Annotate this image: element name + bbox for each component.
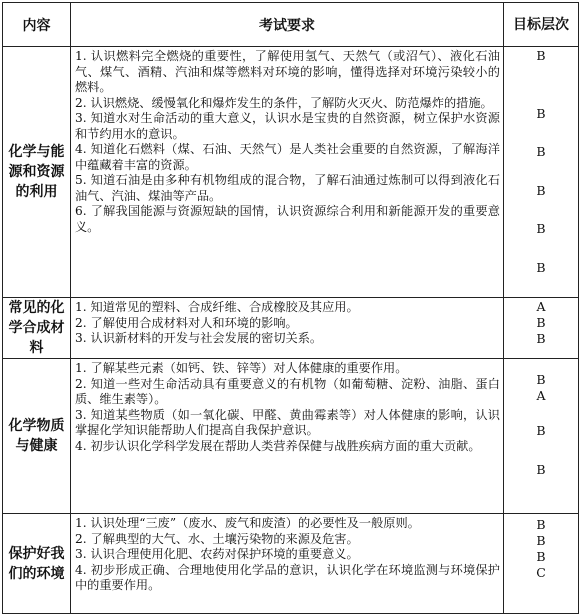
requirement-item: 1. 认识处理“三废”（废水、废气和废渣）的必要性及一般原则。 [75, 516, 420, 530]
level-label: B [536, 372, 546, 387]
levels-environment [504, 514, 579, 614]
requirement-item: 2. 认识燃烧、缓慢氧化和爆炸发生的条件，了解防火灭火、防范爆炸的措施。 [75, 95, 493, 110]
level-label: B [536, 48, 546, 63]
exam-requirements-table [2, 2, 579, 614]
requirement-item: 6. 了解我国能源与资源短缺的国情，认识资源综合利用和新能源开发的重要意义。 [75, 204, 500, 234]
requirement-item: 1. 认识燃料完全燃烧的重要性，了解使用氢气、天然气（或沼气）、液化石油气、煤气、酒精、汽油和煤等燃料对环境的影响，懂得选择对环境污染较小的燃料。 [75, 49, 500, 94]
topic-materials [3, 298, 71, 359]
requirement-item: 2. 了解使用合成材料对人和环境的影响。 [75, 315, 298, 330]
level-label: B [536, 423, 546, 438]
requirement-item: 4. 初步形成正确、合理地使用化学品的意识，认识化学在环境监测与环境保护中的重要作用。 [75, 562, 500, 592]
level-label: A [536, 388, 546, 403]
topic-health [3, 359, 71, 514]
level-label: B [536, 315, 546, 330]
header-content: 内容 [3, 3, 71, 47]
requirements-environment [71, 514, 504, 614]
requirement-item: 4. 知道化石燃料（煤、石油、天然气）是人类社会重要的自然资源，了解海洋中蕴藏着丰富的资源。 [75, 142, 500, 172]
requirement-item: 5. 知道石油是由多种有机物组成的混合物，了解石油通过炼制可以得到液化石油气、汽油、煤油等产品。 [75, 173, 500, 203]
header-target-level [504, 3, 579, 47]
level-label: B [536, 533, 546, 548]
header-row [3, 3, 579, 47]
requirement-item: 3. 知道某些物质（如一氧化碳、甲醛、黄曲霉素等）对人体健康的影响，认识掌握化学知识能帮助人们提高自我保护意识。 [75, 407, 500, 437]
level-label: B [536, 260, 546, 275]
requirement-item: 3. 认识新材料的开发与社会发展的密切关系。 [75, 331, 323, 345]
requirement-item: 2. 知道一些对生命活动具有重要意义的有机物（如葡萄糖、淀粉、油脂、蛋白质、维生素等）。 [75, 376, 500, 406]
levels-materials [504, 298, 579, 359]
section-row-materials [3, 298, 579, 359]
level-label: B [536, 144, 546, 159]
level-label: B [536, 106, 546, 121]
section-row-health [3, 359, 579, 514]
requirement-item: 2. 了解典型的大气、水、土壤污染物的来源及危害。 [75, 531, 359, 546]
level-label: B [536, 183, 546, 198]
section-row-environment [3, 514, 579, 614]
requirement-item: 1. 了解某些元素（如钙、铁、锌等）对人体健康的重要作用。 [75, 361, 408, 375]
header-target-level-text: 目标层次 [513, 16, 569, 33]
topic-energy-text: 化学与能源和资源的利用 [8, 144, 65, 200]
requirement-item: 3. 认识合理使用化肥、农药对保护环境的重要意义。 [75, 547, 359, 561]
level-label: A [536, 299, 546, 314]
topic-environment [3, 514, 71, 614]
level-label: B [536, 549, 546, 564]
requirement-item: 4. 初步认识化学科学发展在帮助人类营养保健与战胜疾病方面的重大贡献。 [75, 438, 481, 453]
level-label: B [536, 517, 546, 532]
level-label: B [536, 221, 546, 236]
topic-energy [3, 47, 71, 298]
topic-environment-text: 保护好我们的环境 [8, 545, 65, 582]
level-label: B [536, 331, 546, 346]
header-requirements: 考试要求 [71, 3, 504, 47]
requirements-materials [71, 298, 504, 359]
levels-health [504, 359, 579, 514]
levels-energy [504, 47, 579, 298]
level-label: B [536, 462, 546, 477]
requirement-item: 3. 知道水对生命活动的重大意义，认识水是宝贵的自然资源，树立保护水资源和节约用水的意识。 [75, 111, 500, 141]
requirement-item: 1. 知道常见的塑料、合成纤维、合成橡胶及其应用。 [75, 300, 359, 314]
level-label: C [536, 565, 546, 580]
requirements-energy [71, 47, 504, 298]
topic-materials-text: 常见的化学合成材料 [8, 300, 65, 356]
section-row-energy [3, 47, 579, 298]
topic-health-text: 化学物质与健康 [8, 418, 65, 454]
requirements-health [71, 359, 504, 514]
